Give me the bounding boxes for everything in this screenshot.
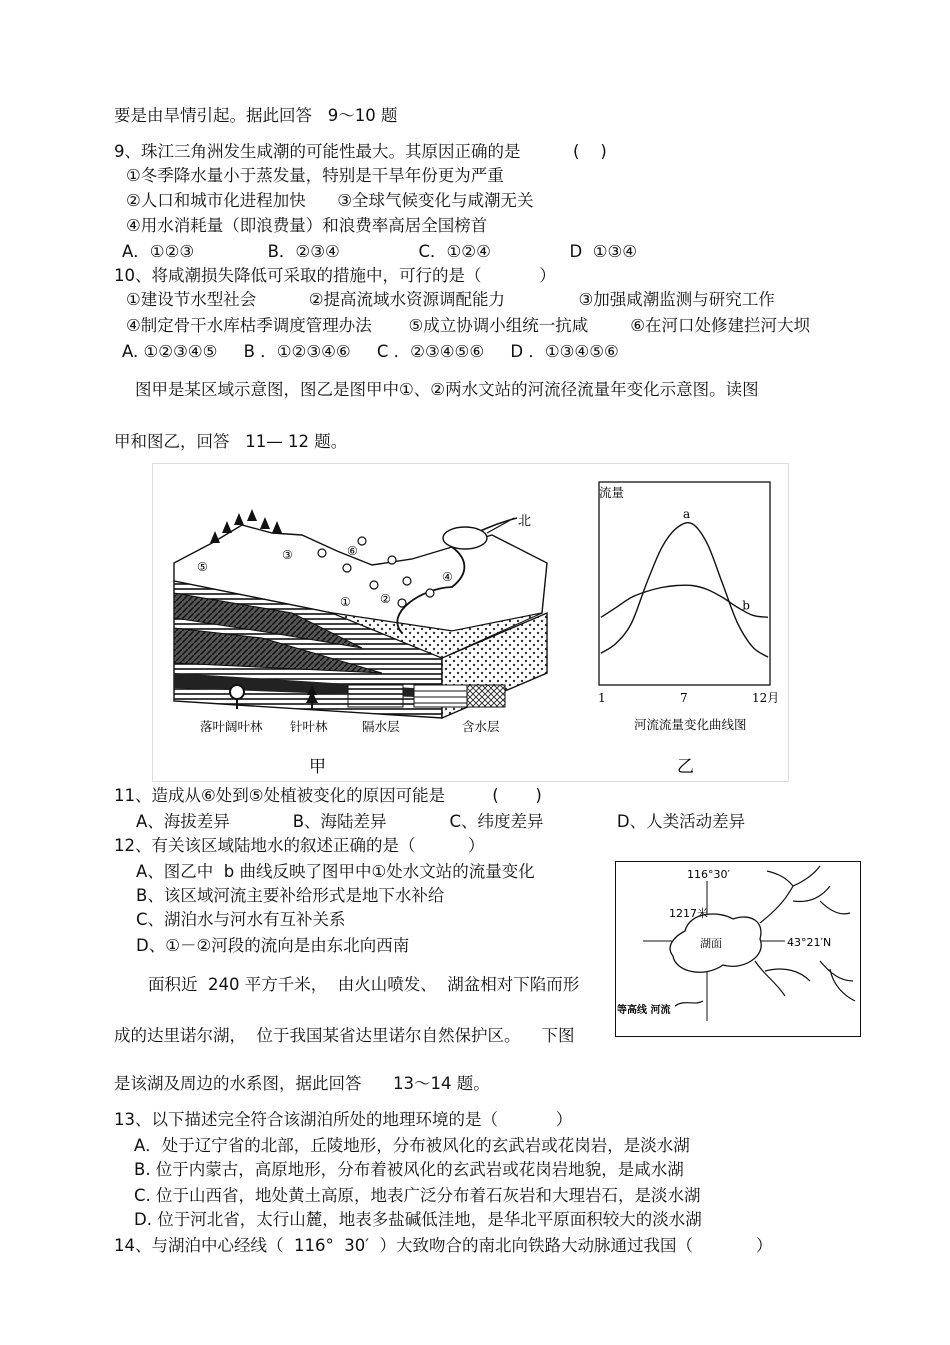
lake-map [615, 861, 861, 1037]
question-13-option-a: A．处于辽宁省的北部，丘陵地形，分布被风化的玄武岩或花岗岩，是淡水湖 [134, 1136, 690, 1155]
question-12: 12、有关该区域陆地水的叙述正确的是（ ） [114, 836, 485, 855]
caption-jia: 甲 [309, 757, 326, 777]
question-9: 9、珠江三角洲发生咸潮的可能性最大。其原因正确的是 ( ) [114, 142, 607, 161]
longitude-label: 116°30′ [687, 868, 730, 881]
intro-11-line-1: 图甲是某区域示意图，图乙是图甲中①、②两水文站的河流径流量年变化示意图。读图 [135, 380, 759, 399]
chart-ylabel: 流量 [599, 485, 625, 500]
question-9-option-3: ④用水消耗量（即浪费量）和浪费率高居全国榜首 [126, 216, 488, 235]
text-line: 要是由旱情引起。据此回答 9～10 题 [114, 106, 398, 125]
intro-13-line-3: 是该湖及周边的水系图，据此回答 13～14 题。 [114, 1074, 490, 1093]
question-13-option-c: C. 位于山西省，地处黄土高原，地表广泛分布着石灰岩和大理岩石，是淡水湖 [134, 1186, 701, 1205]
series-a-label: a [682, 506, 691, 521]
map-legend: 等高线 河流 [617, 1005, 671, 1016]
elevation-label: 1217米 [669, 907, 708, 920]
marker-1: ① [340, 595, 351, 609]
latitude-label: 43°21′N [787, 936, 832, 949]
figure-jia-yi [152, 463, 789, 782]
legend-conifer: 针叶林 [290, 719, 328, 734]
marker-4: ④ [442, 570, 453, 584]
question-12-option-d: D、①－②河段的流向是由东北向西南 [136, 936, 410, 955]
question-10-answers: A. ①②③④⑤ B ．①②③④⑥ C ．②③④⑤⑥ D ．①③④⑤⑥ [122, 342, 619, 361]
marker-5: ⑤ [197, 560, 208, 574]
north-label: 北 [518, 514, 532, 529]
intro-13-line-1: 面积近 240 平方千米， 由火山喷发、 湖盆相对下陷而形 [148, 975, 580, 994]
impermeable-swatch [348, 685, 403, 707]
marker-3: ③ [282, 548, 293, 562]
question-10-option-2: ④制定骨干水库枯季调度管理办法 ⑤成立协调小组统一抗咸 ⑥在河口处修建拦河大坝 [126, 316, 811, 335]
x-tick-12: 12月 [752, 691, 780, 705]
marker-6: ⑥ [347, 544, 358, 558]
lake-label: 湖面 [700, 937, 722, 950]
question-12-option-c: C、湖泊水与河水有互补关系 [136, 910, 346, 929]
intro-11-line-2: 甲和图乙，回答 11— 12 题。 [114, 432, 348, 451]
caption-yi: 乙 [677, 757, 694, 777]
question-11: 11、造成从⑥处到⑤处植被变化的原因可能是 ( ) [114, 786, 542, 805]
legend-deciduous: 落叶阔叶林 [200, 719, 263, 734]
question-9-answers: A．①②③ B．②③④ C．①②④ D ①③④ [122, 242, 638, 261]
x-tick-7: 7 [680, 691, 688, 705]
chart-title: 河流流量变化曲线图 [634, 717, 747, 732]
question-10-option-1: ①建设节水型社会 ②提高流域水资源调配能力 ③加强咸潮监测与研究工作 [126, 290, 775, 309]
x-tick-1: 1 [598, 691, 606, 705]
question-13: 13、以下描述完全符合该湖泊所处的地理环境的是（ ） [114, 1110, 573, 1129]
question-11-answers: A、海拔差异 B、海陆差异 C、纬度差异 D、人类活动差异 [136, 812, 746, 831]
question-13-option-d: D. 位于河北省，太行山麓，地表多盐碱低洼地，是华北平原面积较大的淡水湖 [134, 1210, 702, 1229]
marker-2: ② [380, 592, 391, 606]
question-9-option-2: ②人口和城市化进程加快 ③全球气候变化与咸潮无关 [126, 191, 534, 210]
legend-aquifer: 含水层 [462, 719, 500, 734]
question-13-option-b: B. 位于内蒙古，高原地形，分布着被风化的玄武岩或花岗岩地貌，是咸水湖 [134, 1160, 684, 1179]
legend-impermeable: 隔水层 [362, 719, 400, 734]
series-b-label: b [742, 598, 750, 613]
question-12-option-a: A、图乙中 b 曲线反映了图甲中①处水文站的流量变化 [136, 862, 535, 881]
question-14: 14、与湖泊中心经线（ 116° 30′ ）大致吻合的南北向铁路大动脉通过我国（ ） [114, 1236, 773, 1255]
question-10: 10、将咸潮损失降低可采取的措施中，可行的是（ ） [114, 266, 556, 285]
question-12-option-b: B、该区域河流主要补给形式是地下水补给 [136, 886, 445, 905]
question-9-option-1: ①冬季降水量小于蒸发量，特别是干旱年份更为严重 [126, 166, 504, 185]
impermeable-swatch-2 [414, 685, 474, 707]
intro-13-line-2: 成的达里诺尔湖， 位于我国某省达里诺尔自然保护区。 下图 [114, 1026, 575, 1045]
aquifer-swatch [467, 685, 505, 707]
